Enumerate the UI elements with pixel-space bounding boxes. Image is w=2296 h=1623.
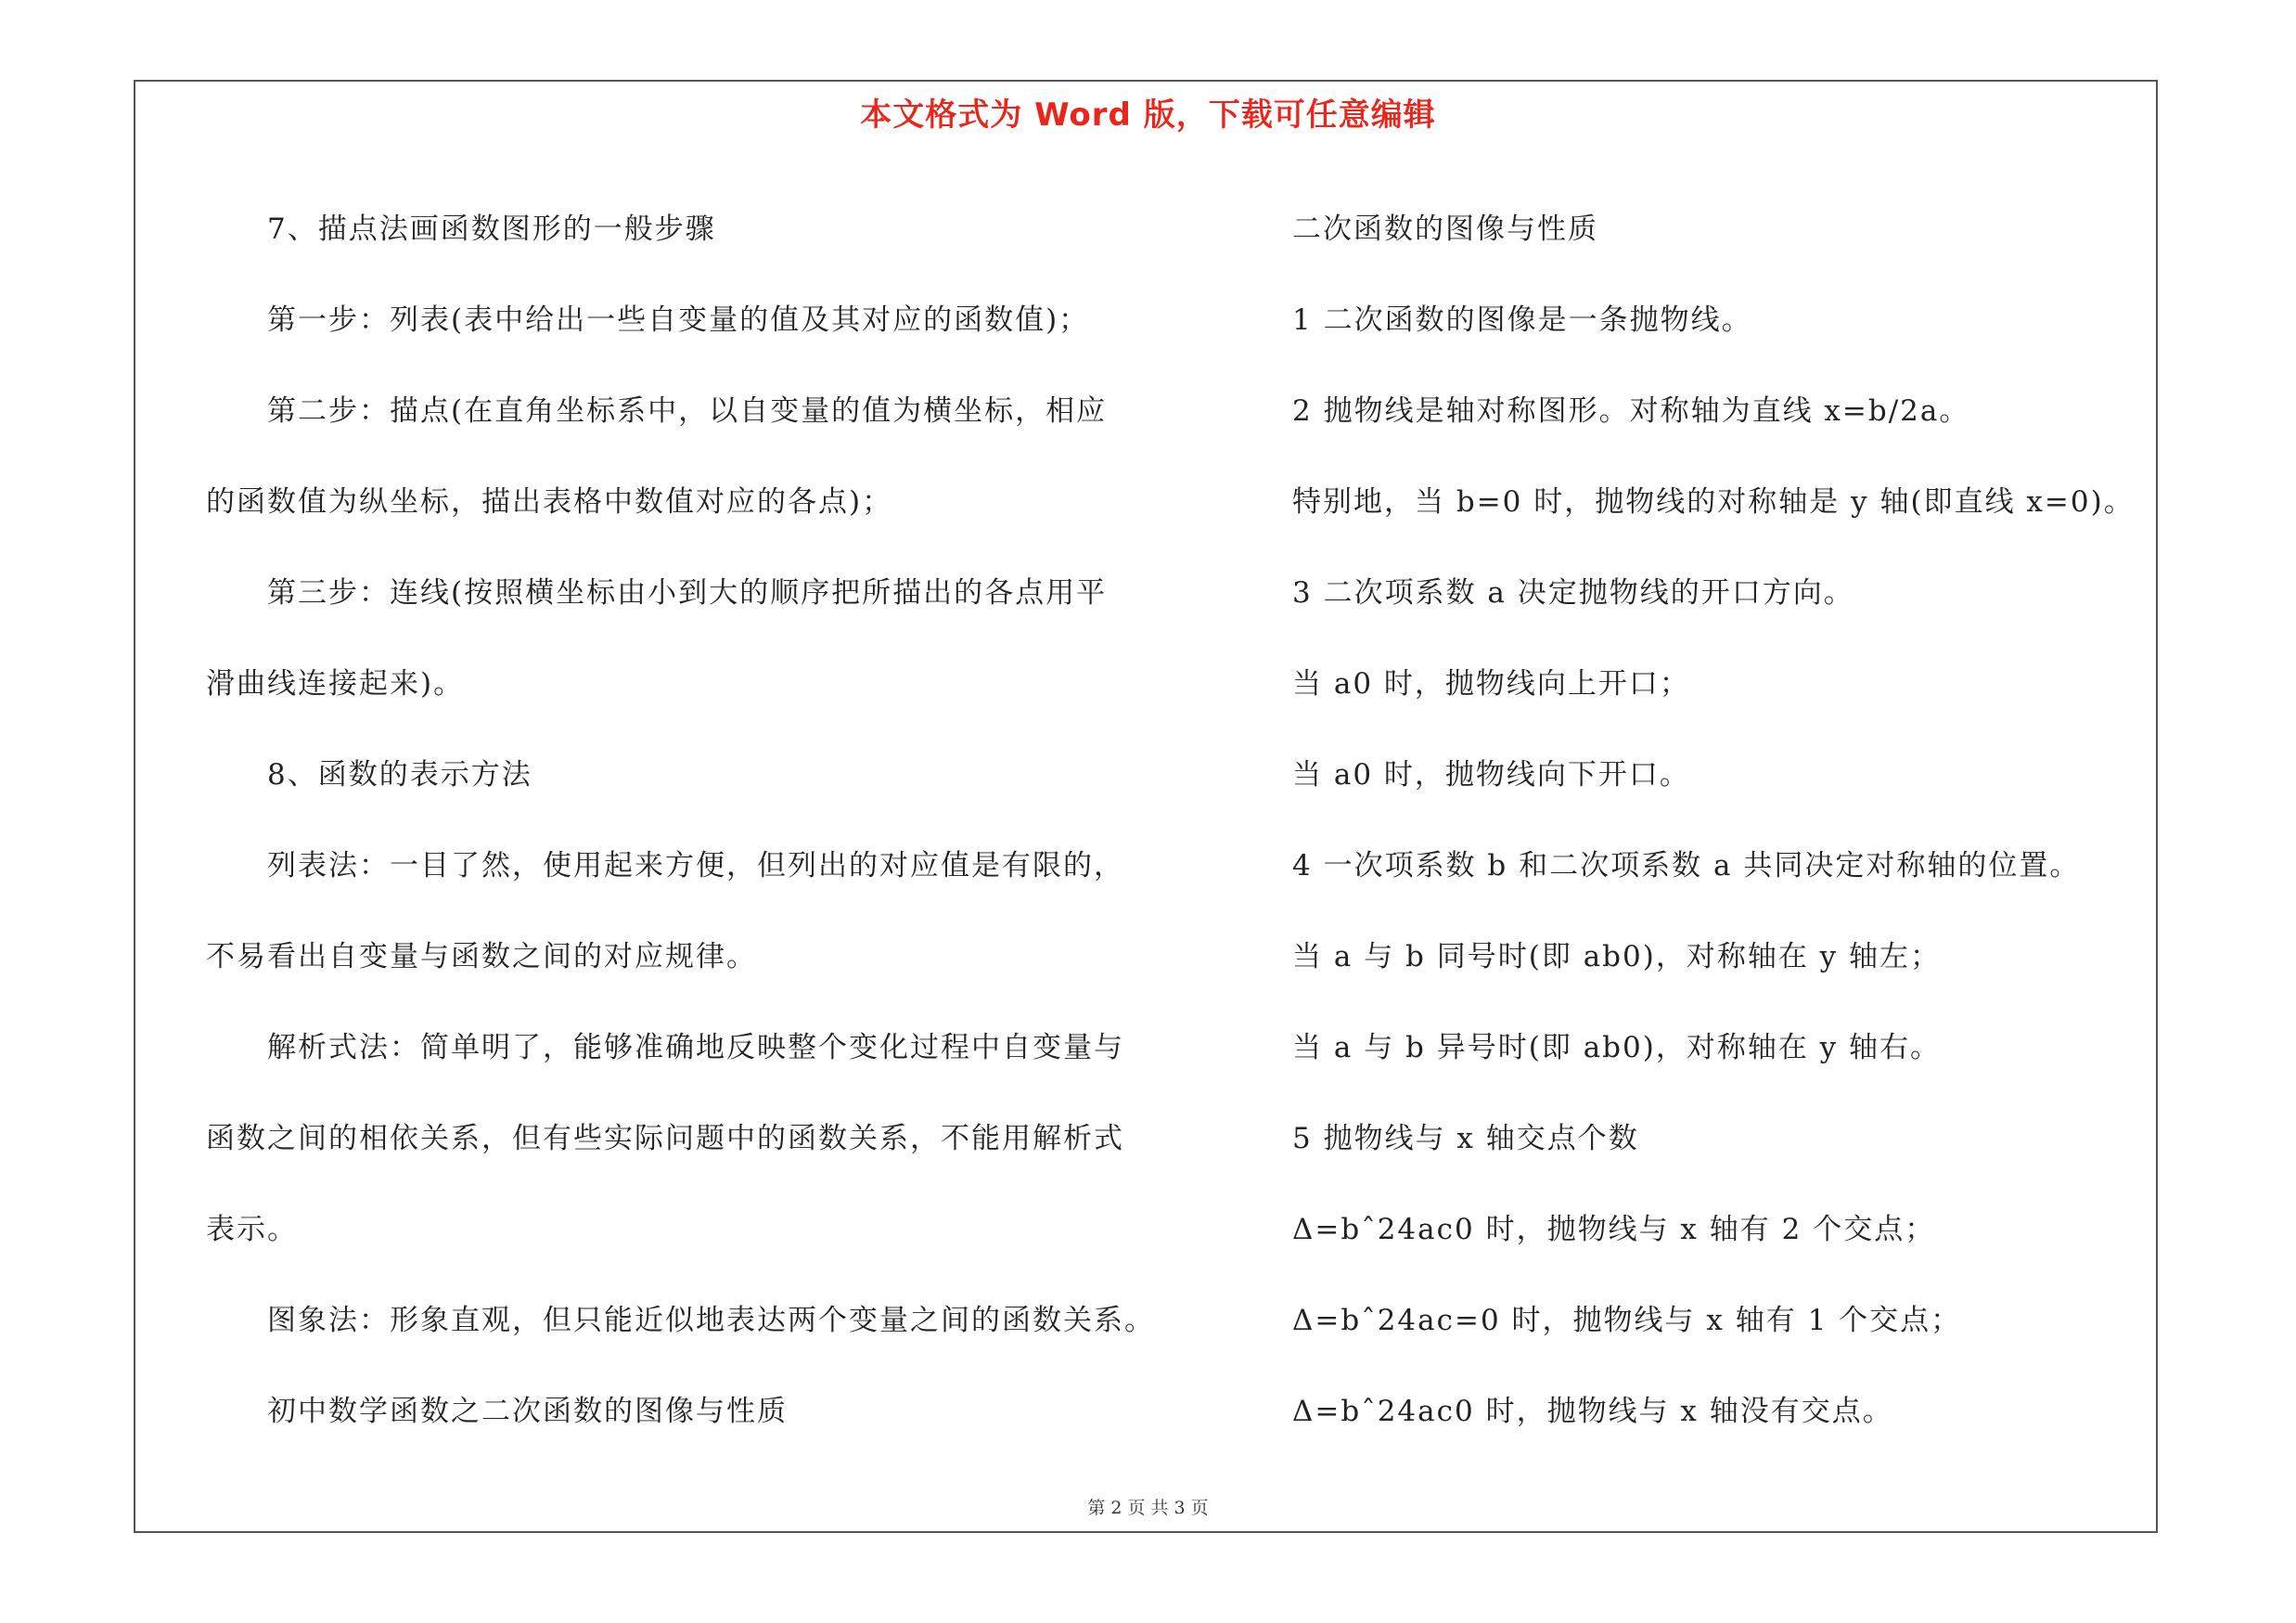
paragraph: 列表法：一目了然，使用起来方便，但列出的对应值是有限的， (267, 849, 1124, 882)
paragraph: 函数之间的相依关系，但有些实际问题中的函数关系，不能用解析式 (206, 1122, 1124, 1155)
paragraph: 8、函数的表示方法 (267, 758, 532, 792)
paragraph: 第三步：连线(按照横坐标由小到大的顺序把所描出的各点用平 (267, 576, 1108, 610)
paragraph: 7、描点法画函数图形的一般步骤 (267, 213, 716, 246)
paragraph: Δ=bˆ24ac0 时，抛物线与 x 轴有 2 个交点； (1292, 1213, 1936, 1246)
paragraph: 滑曲线连接起来)。 (206, 667, 465, 701)
paragraph: 的函数值为纵坐标，描出表格中数值对应的各点)； (206, 485, 893, 519)
paragraph: 图象法：形象直观，但只能近似地表达两个变量之间的函数关系。 (267, 1304, 1155, 1337)
header-banner: 本文格式为 Word 版，下载可任意编辑 (860, 97, 1436, 134)
page-number: 第 2 页 共 3 页 (1087, 1498, 1209, 1518)
paragraph: 5 抛物线与 x 轴交点个数 (1292, 1122, 1639, 1155)
paragraph: 1 二次函数的图像是一条抛物线。 (1292, 303, 1752, 337)
paragraph: 初中数学函数之二次函数的图像与性质 (267, 1395, 788, 1428)
paragraph: 表示。 (206, 1213, 298, 1246)
paragraph: 4 一次项系数 b 和二次项系数 a 共同决定对称轴的位置。 (1292, 849, 2081, 882)
paragraph: 不易看出自变量与函数之间的对应规律。 (206, 940, 757, 973)
paragraph: 当 a0 时，抛物线向下开口。 (1292, 758, 1690, 792)
paragraph: 3 二次项系数 a 决定抛物线的开口方向。 (1292, 576, 1854, 610)
paragraph: 解析式法：简单明了，能够准确地反映整个变化过程中自变量与 (267, 1031, 1124, 1064)
paragraph: 2 抛物线是轴对称图形。对称轴为直线 x=b/2a。 (1292, 394, 1970, 428)
right-column (1292, 184, 2135, 1457)
paragraph: 第一步：列表(表中给出一些自变量的值及其对应的函数值)； (267, 303, 1090, 337)
paragraph: 当 a 与 b 同号时(即 ab0)，对称轴在 y 轴左； (1292, 940, 1942, 973)
paragraph: 当 a 与 b 异号时(即 ab0)，对称轴在 y 轴右。 (1292, 1031, 1942, 1064)
left-column (206, 184, 1161, 1457)
paragraph: 当 a0 时，抛物线向上开口； (1292, 667, 1690, 701)
paragraph: 特别地，当 b=0 时，抛物线的对称轴是 y 轴(即直线 x=0)。 (1292, 485, 2135, 519)
paragraph: 第二步：描点(在直角坐标系中，以自变量的值为横坐标，相应 (267, 394, 1108, 428)
paragraph: 二次函数的图像与性质 (1292, 213, 1598, 246)
paragraph: Δ=bˆ24ac=0 时，抛物线与 x 轴有 1 个交点； (1292, 1304, 1962, 1337)
paragraph: Δ=bˆ24ac0 时，抛物线与 x 轴没有交点。 (1292, 1395, 1893, 1428)
